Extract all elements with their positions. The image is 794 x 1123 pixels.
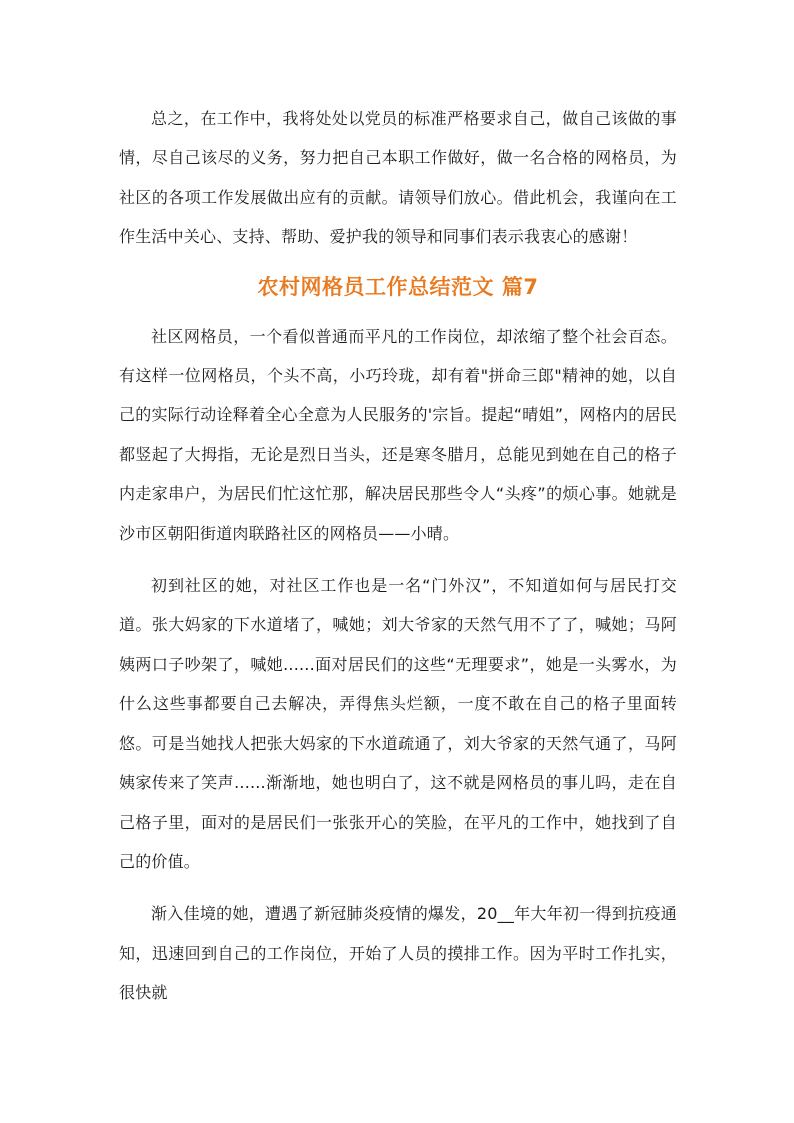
paragraph-intro: 社区网格员，一个看似普通而平凡的工作岗位，却浓缩了整个社会百态。有这样一位网格员，个头不高，小巧玲珑，却有着"拼命三郎"精神的她，以自己的实际行动诠释着全心全意为人民服务的'宗旨。提起“晴姐”，网格内的居民都竖起了大拇指，无论是烈日当头，还是寒冬腊月，总能见到她在自己的格子内走家串户，为居民们忙这忙那，解决居民那些令人“头疼”的烦心事。她就是沙市区朝阳街道肉联路社区的网格员——小晴。 <box>119 326 677 543</box>
paragraph-gap <box>119 881 677 894</box>
paragraph-conclusion: 总之，在工作中，我将处处以党员的标准严格要求自己，做自己该做的事情，尽自己该尽的义务，努力把自己本职工作做好，做一名合格的网格员，为社区的各项工作发展做出应有的贡献。请领导们放心。借此机会，我谨向在工作生活中关心、支持、帮助、爱护我的领导和同事们表示我衷心的感谢！ <box>119 109 677 247</box>
paragraph-gap <box>119 553 677 566</box>
section-title: 农村网格员工作总结范文 篇7 <box>257 274 539 299</box>
paragraph-epidemic: 渐入佳境的她，遭遇了新冠肺炎疫情的爆发，20__年大年初一得到抗疫通知，迅速回到自己的工作岗位，开始了人员的摸排工作。因为平时工作扎实，很快就 <box>119 904 677 1003</box>
document-body <box>119 99 677 1013</box>
paragraph-early-work: 初到社区的她，对社区工作也是一名“门外汉”，不知道如何与居民打交道。张大妈家的下水道堵了，喊她；刘大爷家的天然气用不了了，喊她；马阿姨两口子吵架了，喊她......面对居民们的这些“无理要求”，她是一头雾水，为什么这些事都要自己去解决，弄得焦头烂额，一度不敢在自己的格子里面转悠。可是当她找人把张大妈家的下水道疏通了，刘大爷家的天然气通了，马阿姨家传来了笑声......渐渐地，她也明白了，这不就是网格员的事儿吗，走在自己格子里，面对的是居民们一张张开心的笑脸，在平凡的工作中，她找到了自己的价值。 <box>119 576 677 871</box>
